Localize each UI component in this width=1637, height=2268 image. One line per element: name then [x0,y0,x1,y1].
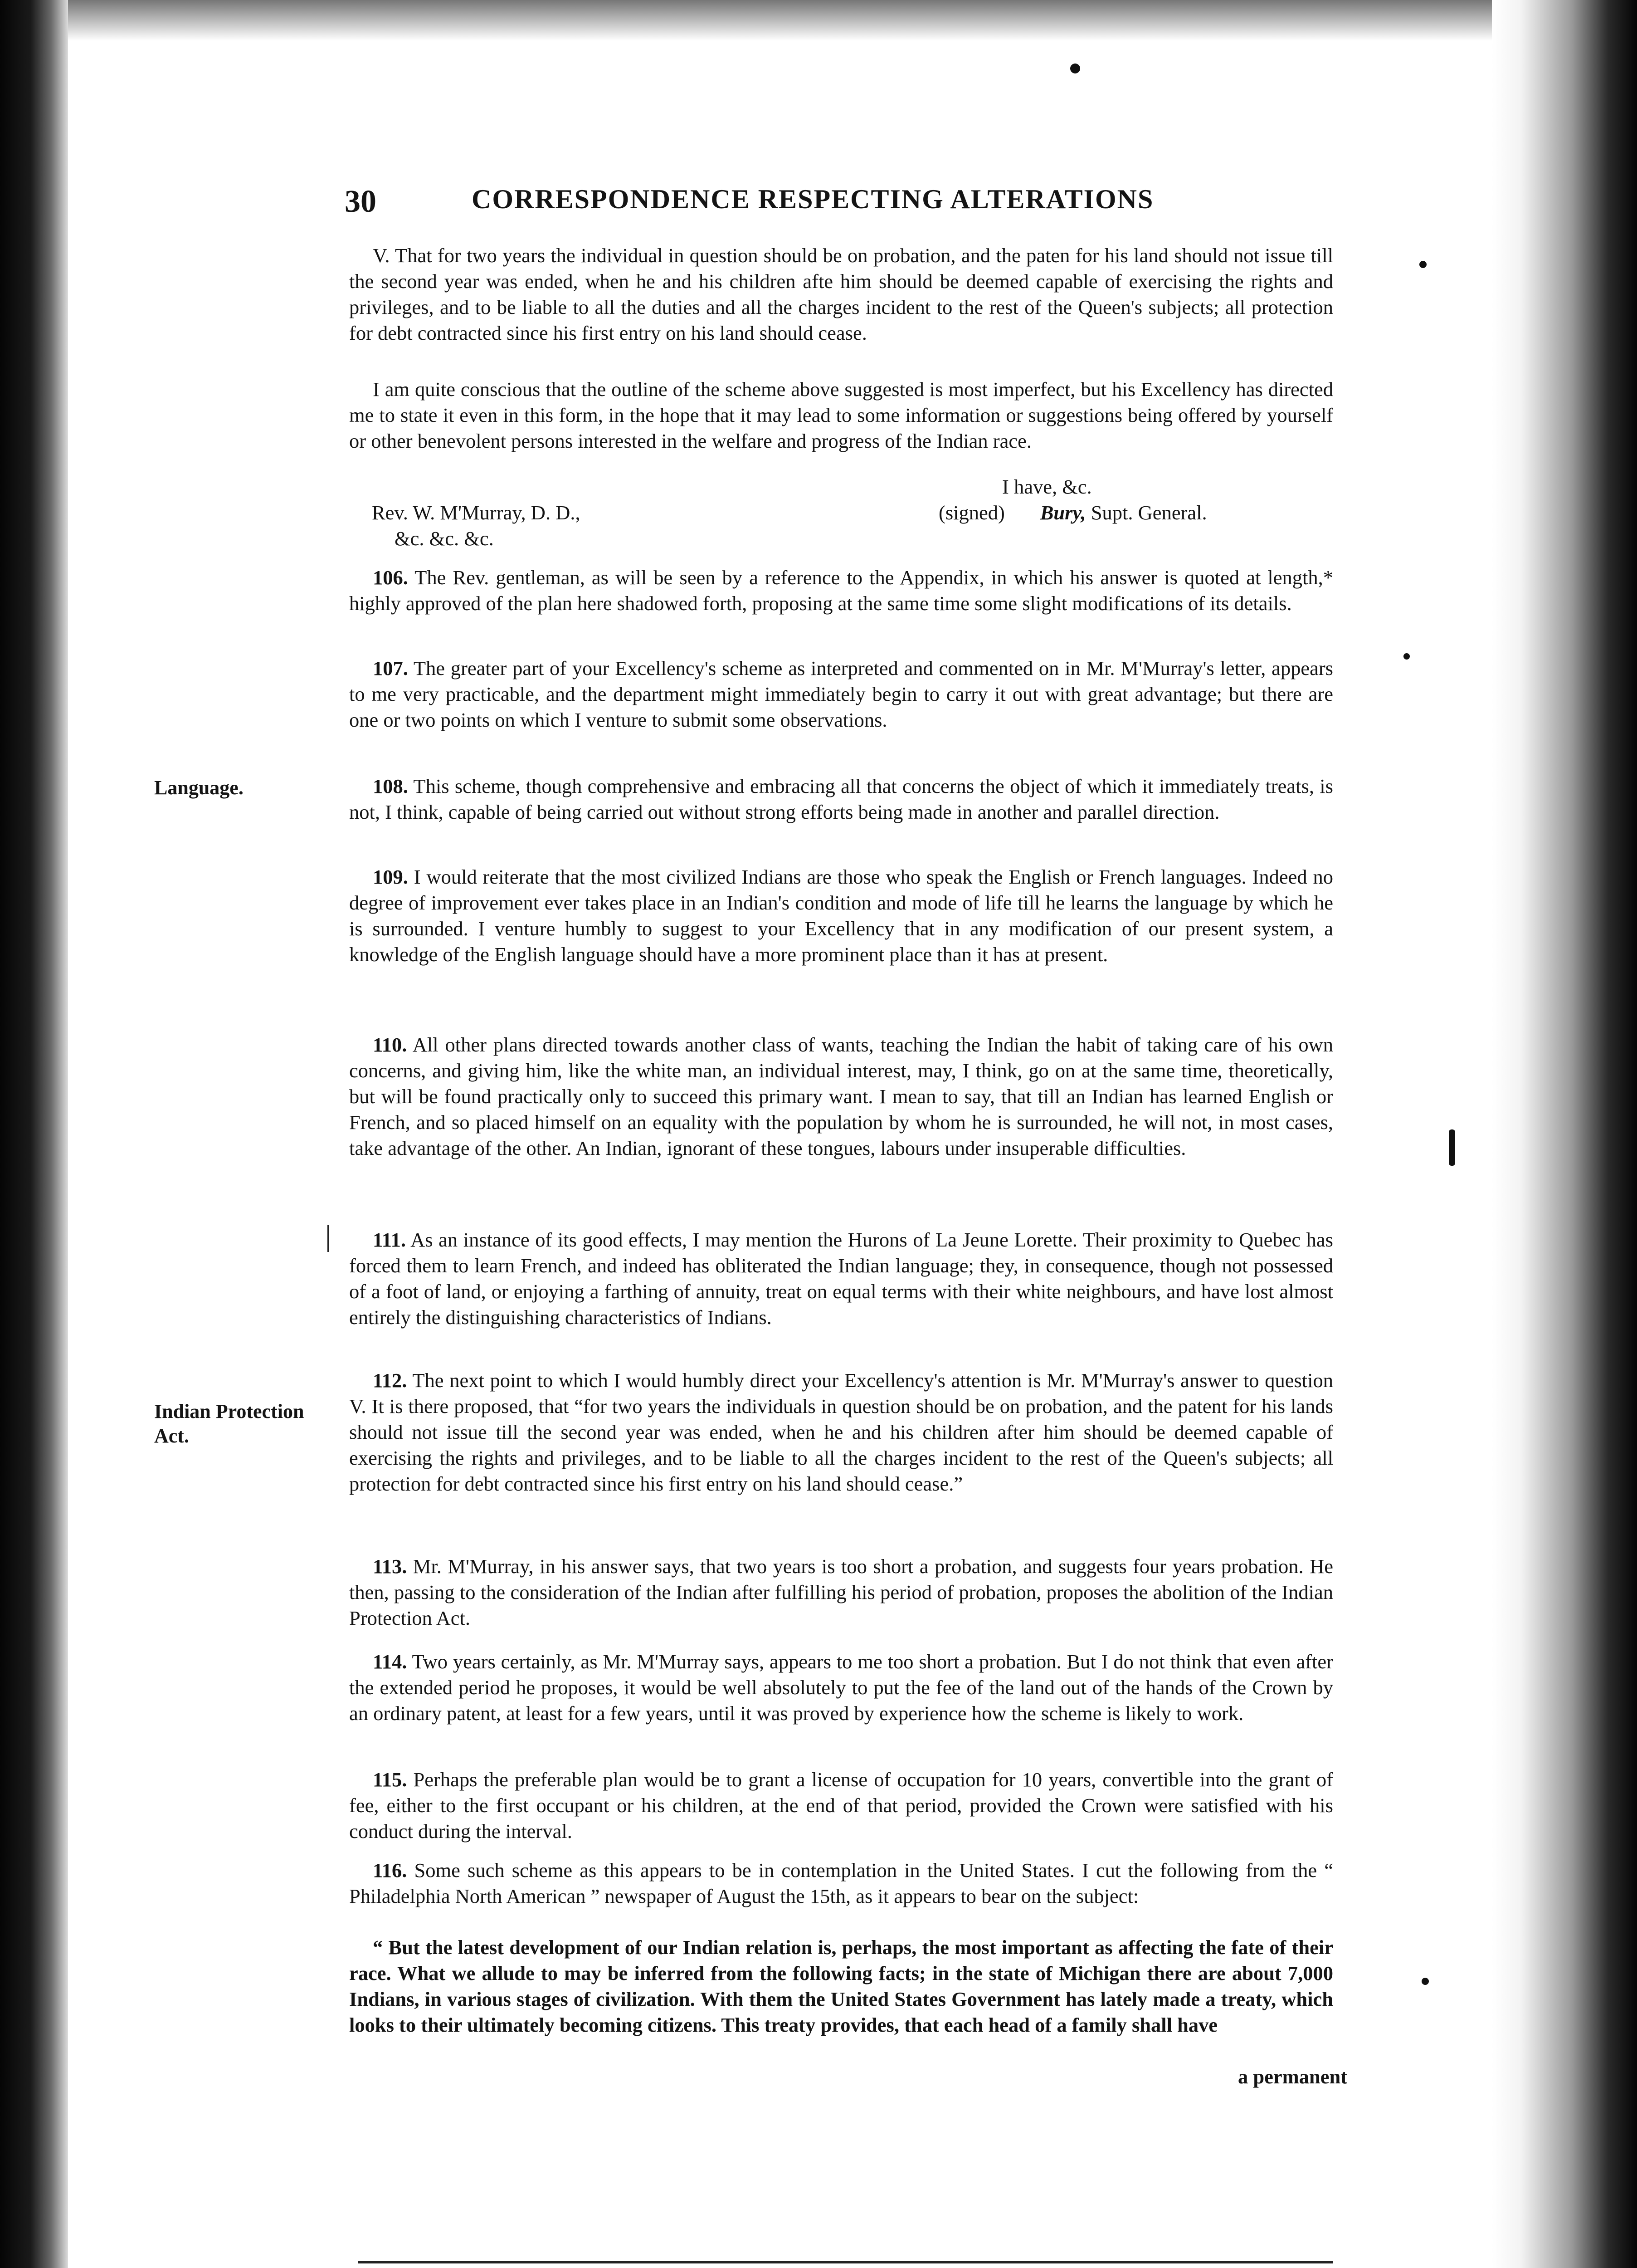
letter-paragraph-conscious: I am quite conscious that the outline of the scheme above suggested is most imperfect, but his Excellency has directed me to state it even in this form, in the hope that it may lead to some information or suggestions being offered by yourself or other benevolent persons interested in the welfare and progress of the Indian race. [349,378,1333,452]
signature-block [939,500,1207,526]
paragraph-116 [349,1857,1333,1909]
paragraph-112 [349,1368,1333,1497]
signer-name: Bury, [1040,501,1086,524]
paragraph-number: 113. [373,1555,407,1578]
paragraph-number: 107. [373,657,408,679]
paragraph-number: 109. [373,865,408,888]
addressee-etc: &c. &c. &c. [395,527,494,550]
paragraph-110 [349,1032,1333,1161]
margin-bracket [327,1225,329,1252]
paragraph-108 [349,773,1333,825]
scan-speck [1403,653,1410,660]
running-title: CORRESPONDENCE RESPECTING ALTERATIONS [472,184,1154,214]
closing-salutation: I have, &c. [1002,475,1092,498]
paragraph-number: 115. [373,1768,407,1791]
paragraph-number: 106. [373,566,408,589]
paragraph-text: The next point to which I would humbly direct your Excellency's attention is Mr. M'Murray's answer to question V. It is there proposed, that “for two years the individuals in question should be on probation, and the patent for his lands should not issue till the second year was ended, when he and his children after him should be deemed capable of exercising the rights and privileges, and to be liable to all the charges incident to the rest of the Queen's subjects; all protection for debt contracted since his first entry on his land should cease.” [349,1369,1334,1495]
scan-left-edge [0,0,68,2268]
signer-title: Supt. General. [1091,501,1207,524]
running-header [0,184,1637,220]
scan-top-edge [0,0,1637,41]
paragraph-113 [349,1554,1333,1631]
paragraph-106 [349,565,1333,616]
paragraph-text: Perhaps the preferable plan would be to grant a license of occupation for 10 years, convertible into the grant of fee, either to the first occupant or his children, at the end of that period, provided the Crown were satisfied with his conduct during the interval. [349,1768,1334,1843]
paragraph-text: Some such scheme as this appears to be in contemplation in the United States. I cut the following from the “ Philadelphia North American ” newspaper of August the 15th, as it appears to bear on the subject: [349,1859,1333,1907]
letter-paragraph-v: V. That for two years the individual in question should be on probation, and the paten for his land should not issue till the second year was ended, when he and his children afte him should be deemed capable of exercising the rights and privileges, and to be liable to all the duties and all the charges incident to the rest of the Queen's subjects; all protection for debt contracted since his first entry on his land should cease. [349,244,1333,344]
paragraph-111 [349,1227,1333,1330]
margin-note-language: Language. [154,777,244,799]
signed-label: (signed) [939,501,1005,524]
paragraph-text: This scheme, though comprehensive and embracing all that concerns the object of which it immediately treats, is not, I think, capable of being carried out without strong efforts being made in another and parallel direction. [349,775,1333,823]
paragraph-text: I would reiterate that the most civilized Indians are those who speak the English or French languages. Indeed no degree of improvement ever takes place in an Indian's condition and mode of life till he learns the language by which he is surrounded. I venture humbly to suggest to your Excellency that in any modification of our present system, a knowledge of the English language should have a more prominent place than it has at present. [349,865,1334,966]
paragraph-text: As an instance of its good effects, I may mention the Hurons of La Jeune Lorette. Their proximity to Quebec has forced them to learn French, and indeed has obliterated the Indian language; they, in consequence, though not possessed of a foot of land, or enjoying a farthing of annuity, treat on equal terms with their white neighbours, and have lost almost entirely the distinguishing characteristics of Indians. [349,1228,1333,1329]
page-number: 30 [345,184,376,219]
paragraph-text: All other plans directed towards another class of wants, teaching the Indian the habit of taking care of his own concerns, and giving him, like the white man, an individual interest, may, I think, go on at the same time, theoretically, but will be found practically only to succeed this primary want. I mean to say, that till an Indian has learned English or French, and so placed himself on an equality with the population by whom he is surrounded, he will not, in most cases, take advantage of the other. An Indian, ignorant of these tongues, labours under insuperable difficulties. [349,1033,1333,1159]
paragraph-text: Two years certainly, as Mr. M'Murray says, appears to me too short a probation. But I do not think that even after the extended period he proposes, it would be well absolutely to put the fee of the land out of the hands of the Crown by an ordinary patent, at least for a few years, until it was proved by experience how the scheme is likely to work. [349,1650,1333,1725]
paragraph-number: 112. [373,1369,407,1392]
margin-note-indian-protection-act: Indian Protection Act. [154,1400,304,1447]
paragraph-114 [349,1649,1333,1726]
paragraph-number: 108. [373,775,408,797]
paragraph-number: 116. [373,1859,407,1882]
paragraph-number: 114. [373,1650,407,1673]
footnote-rule [358,2261,1333,2263]
scan-speck [1422,1978,1429,1985]
newspaper-quotation: “ But the latest development of our Indian relation is, perhaps, the most important as affecting the fate of their race. What we allude to may be inferred from the following facts; in the state of Michigan there are about 7,000 Indians, in various stages of civilization. With them the United States Government has lately made a treaty, which looks to their ultimately becoming citizens. This treaty provides, that each head of a family shall have [349,1936,1333,2036]
scan-speck [1070,64,1080,73]
catchword: a permanent [1238,2065,1348,2088]
addressee: Rev. W. M'Murray, D. D., [372,501,580,524]
scan-speck [1449,1129,1455,1166]
paragraph-text: The greater part of your Excellency's scheme as interpreted and commented on in Mr. M'Murray's letter, appears to me very practicable, and the department might immediately begin to carry it out with great advantage; but there are one or two points on which I venture to submit some observations. [349,657,1333,731]
scan-speck [1419,261,1427,268]
paragraph-text: Mr. M'Murray, in his answer says, that two years is too short a probation, and suggests four years probation. He then, passing to the consideration of the Indian after fulfilling his period of probation, proposes the abolition of the Indian Protection Act. [349,1555,1334,1629]
paragraph-109 [349,864,1333,968]
paragraph-number: 111. [373,1228,406,1251]
paragraph-107 [349,655,1333,733]
paragraph-number: 110. [373,1033,407,1056]
paragraph-115 [349,1767,1333,1844]
paragraph-text: The Rev. gentleman, as will be seen by a reference to the Appendix, in which his answer is quoted at length,* highly approved of the plan here shadowed forth, proposing at the same time some slight modifications of its details. [349,566,1333,615]
scan-right-edge [1492,0,1637,2268]
